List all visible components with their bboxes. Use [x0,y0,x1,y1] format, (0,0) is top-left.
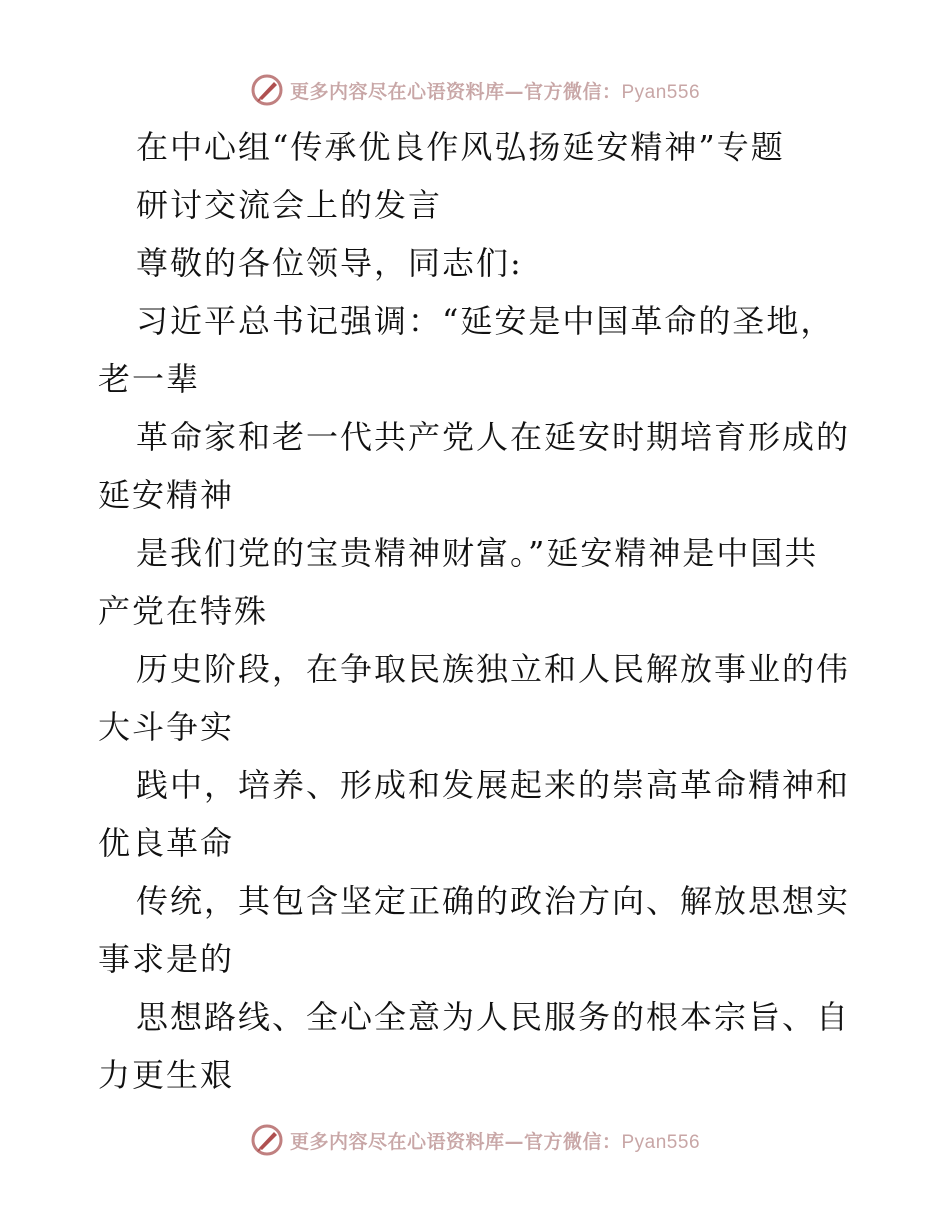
text-line: 历史阶段，在争取民族独立和人民解放事业的伟 [136,650,851,688]
text-line: 优良革命 [98,824,235,862]
text-line: 产党在特殊 [98,592,269,630]
text-line: 大斗争实 [98,708,235,746]
document-body [98,118,858,1104]
text-line: 革命家和老一代共产党人在延安时期培育形成的 [136,418,851,456]
text-line: 尊敬的各位领导，同志们: [136,244,523,282]
watermark-text: 更多内容尽在心语资料库—官方微信： [289,1130,622,1153]
watermark-header [0,70,950,110]
text-line: 老一辈 [98,360,201,398]
pen-logo-icon [250,1123,284,1157]
text-line: 思想路线、全心全意为人民服务的根本宗旨、自 [136,998,851,1036]
text-line: 是我们党的宝贵精神财富。”延安精神是中国共 [136,534,819,572]
watermark-footer [0,1120,950,1160]
text-line: 习近平总书记强调：“延安是中国革命的圣地， [136,302,835,340]
text-line: 事求是的 [98,940,235,978]
watermark-text: 更多内容尽在心语资料库—官方微信： [289,80,622,103]
text-line: 研讨交流会上的发言 [136,186,443,224]
watermark-handle: Pyan556 [621,1131,701,1153]
watermark-handle: Pyan556 [621,81,701,103]
pen-logo-icon [250,73,284,107]
text-line: 力更生艰 [98,1056,235,1094]
text-line: 传统，其包含坚定正确的政治方向、解放思想实 [136,882,851,920]
text-line: 延安精神 [98,476,235,514]
text-line: 践中，培养、形成和发展起来的崇高革命精神和 [136,766,851,804]
text-line: 在中心组“传承优良作风弘扬延安精神”专题 [136,128,785,166]
